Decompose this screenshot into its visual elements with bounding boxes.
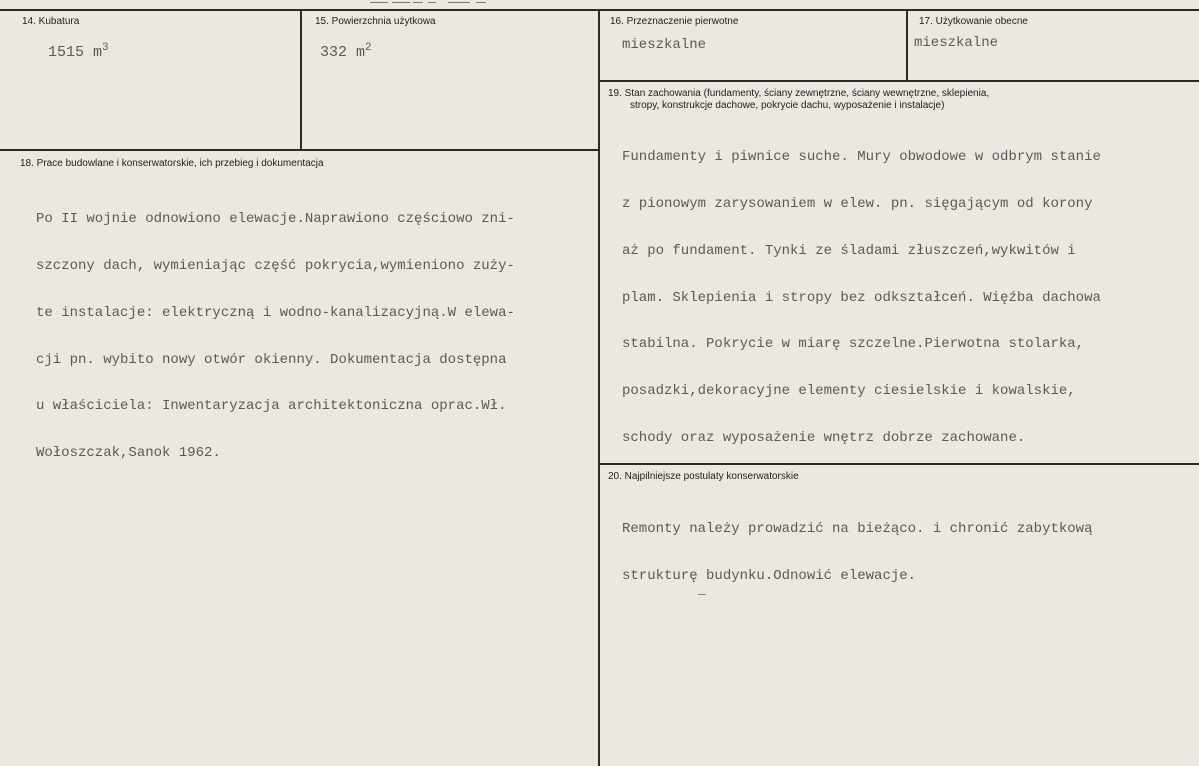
prace-line: Wołoszczak,Sanok 1962.: [36, 445, 221, 462]
label-stan-line1: 19. Stan zachowania (fundamenty, ściany zewnętrzne, ściany wewnętrzne, sklepienia,: [608, 88, 990, 99]
label-stan-line2: stropy, konstrukcje dachowe, pokrycie dachu, wyposażenie i instalacje): [630, 100, 945, 111]
postulaty-line: strukturę budynku.Odnowić elewacje.: [622, 567, 917, 584]
value-kubatura-exponent: 3: [102, 42, 109, 54]
divider-14-15: [300, 10, 302, 150]
stan-line: Fundamenty i piwnice suche. Mury obwodowe w odbrym stanie: [622, 149, 1101, 166]
prace-line: cji pn. wybito nowy otwór okienny. Dokumentacja dostępna: [36, 351, 507, 368]
label-powierzchnia: 15. Powierzchnia użytkowa: [315, 16, 436, 27]
label-przeznaczenie: 16. Przeznaczenie pierwotne: [610, 16, 739, 27]
value-uzytkowanie: mieszkalne: [914, 35, 999, 51]
stan-line: schody oraz wyposażenie wnętrz dobrze zachowane.: [622, 429, 1026, 446]
prace-line: Po II wojnie odnowiono elewacje.Naprawiono częściowo zni-: [36, 211, 515, 228]
prace-line: u właściciela: Inwentaryzacja architektoniczna oprac.Wł.: [36, 398, 507, 415]
top-dash: [392, 2, 410, 3]
stan-line: plam. Sklepienia i stropy bez odkształceń. Więźba dachowa: [622, 289, 1101, 306]
postulaty-line: Remonty należy prowadzić na bieżąco. i chronić zabytkową: [622, 521, 1093, 538]
prace-line: szczony dach, wymieniając część pokrycia,wymieniono zuży-: [36, 257, 515, 274]
top-dash: [476, 2, 486, 3]
divider-16-19: [599, 80, 1199, 82]
value-przeznaczenie: mieszkalne: [622, 37, 707, 53]
top-dash: [413, 2, 423, 3]
top-dash: [428, 2, 436, 3]
value-kubatura: [48, 42, 109, 61]
stan-line: z pionowym zarysowaniem w elew. pn. sięgającym od korony: [622, 195, 1093, 212]
value-powierzchnia-exponent: 2: [365, 42, 372, 54]
prace-text: [36, 181, 515, 493]
label-prace: 18. Prace budowlane i konserwatorskie, ich przebieg i dokumentacja: [20, 158, 324, 169]
top-dash: [370, 2, 388, 3]
value-powierzchnia: [320, 42, 372, 61]
value-kubatura-number: 1515 m: [48, 44, 103, 61]
value-powierzchnia-number: 332 m: [320, 44, 366, 61]
stan-text: [622, 119, 1101, 478]
stan-line: stabilna. Pokrycie w miarę szczelne.Pierwotna stolarka,: [622, 336, 1085, 353]
stan-line: aż po fundament. Tynki ze śladami złuszczeń,wykwitów i: [622, 242, 1076, 259]
postulaty-text: [622, 491, 1092, 616]
label-kubatura: 14. Kubatura: [22, 16, 80, 27]
center-divider: [598, 10, 600, 766]
label-uzytkowanie: 17. Użytkowanie obecne: [919, 16, 1028, 27]
divider-14-18: [0, 149, 600, 151]
divider-16-17: [906, 10, 908, 82]
top-dash: [448, 2, 470, 3]
prace-line: te instalacje: elektryczną i wodno-kanalizacyjną.W elewa-: [36, 304, 515, 321]
stan-line: posadzki,dekoracyjne elementy ciesielskie i kowalskie,: [622, 383, 1076, 400]
stray-mark: [698, 594, 706, 595]
label-postulaty: 20. Najpilniejsze postulaty konserwatorskie: [608, 471, 799, 482]
